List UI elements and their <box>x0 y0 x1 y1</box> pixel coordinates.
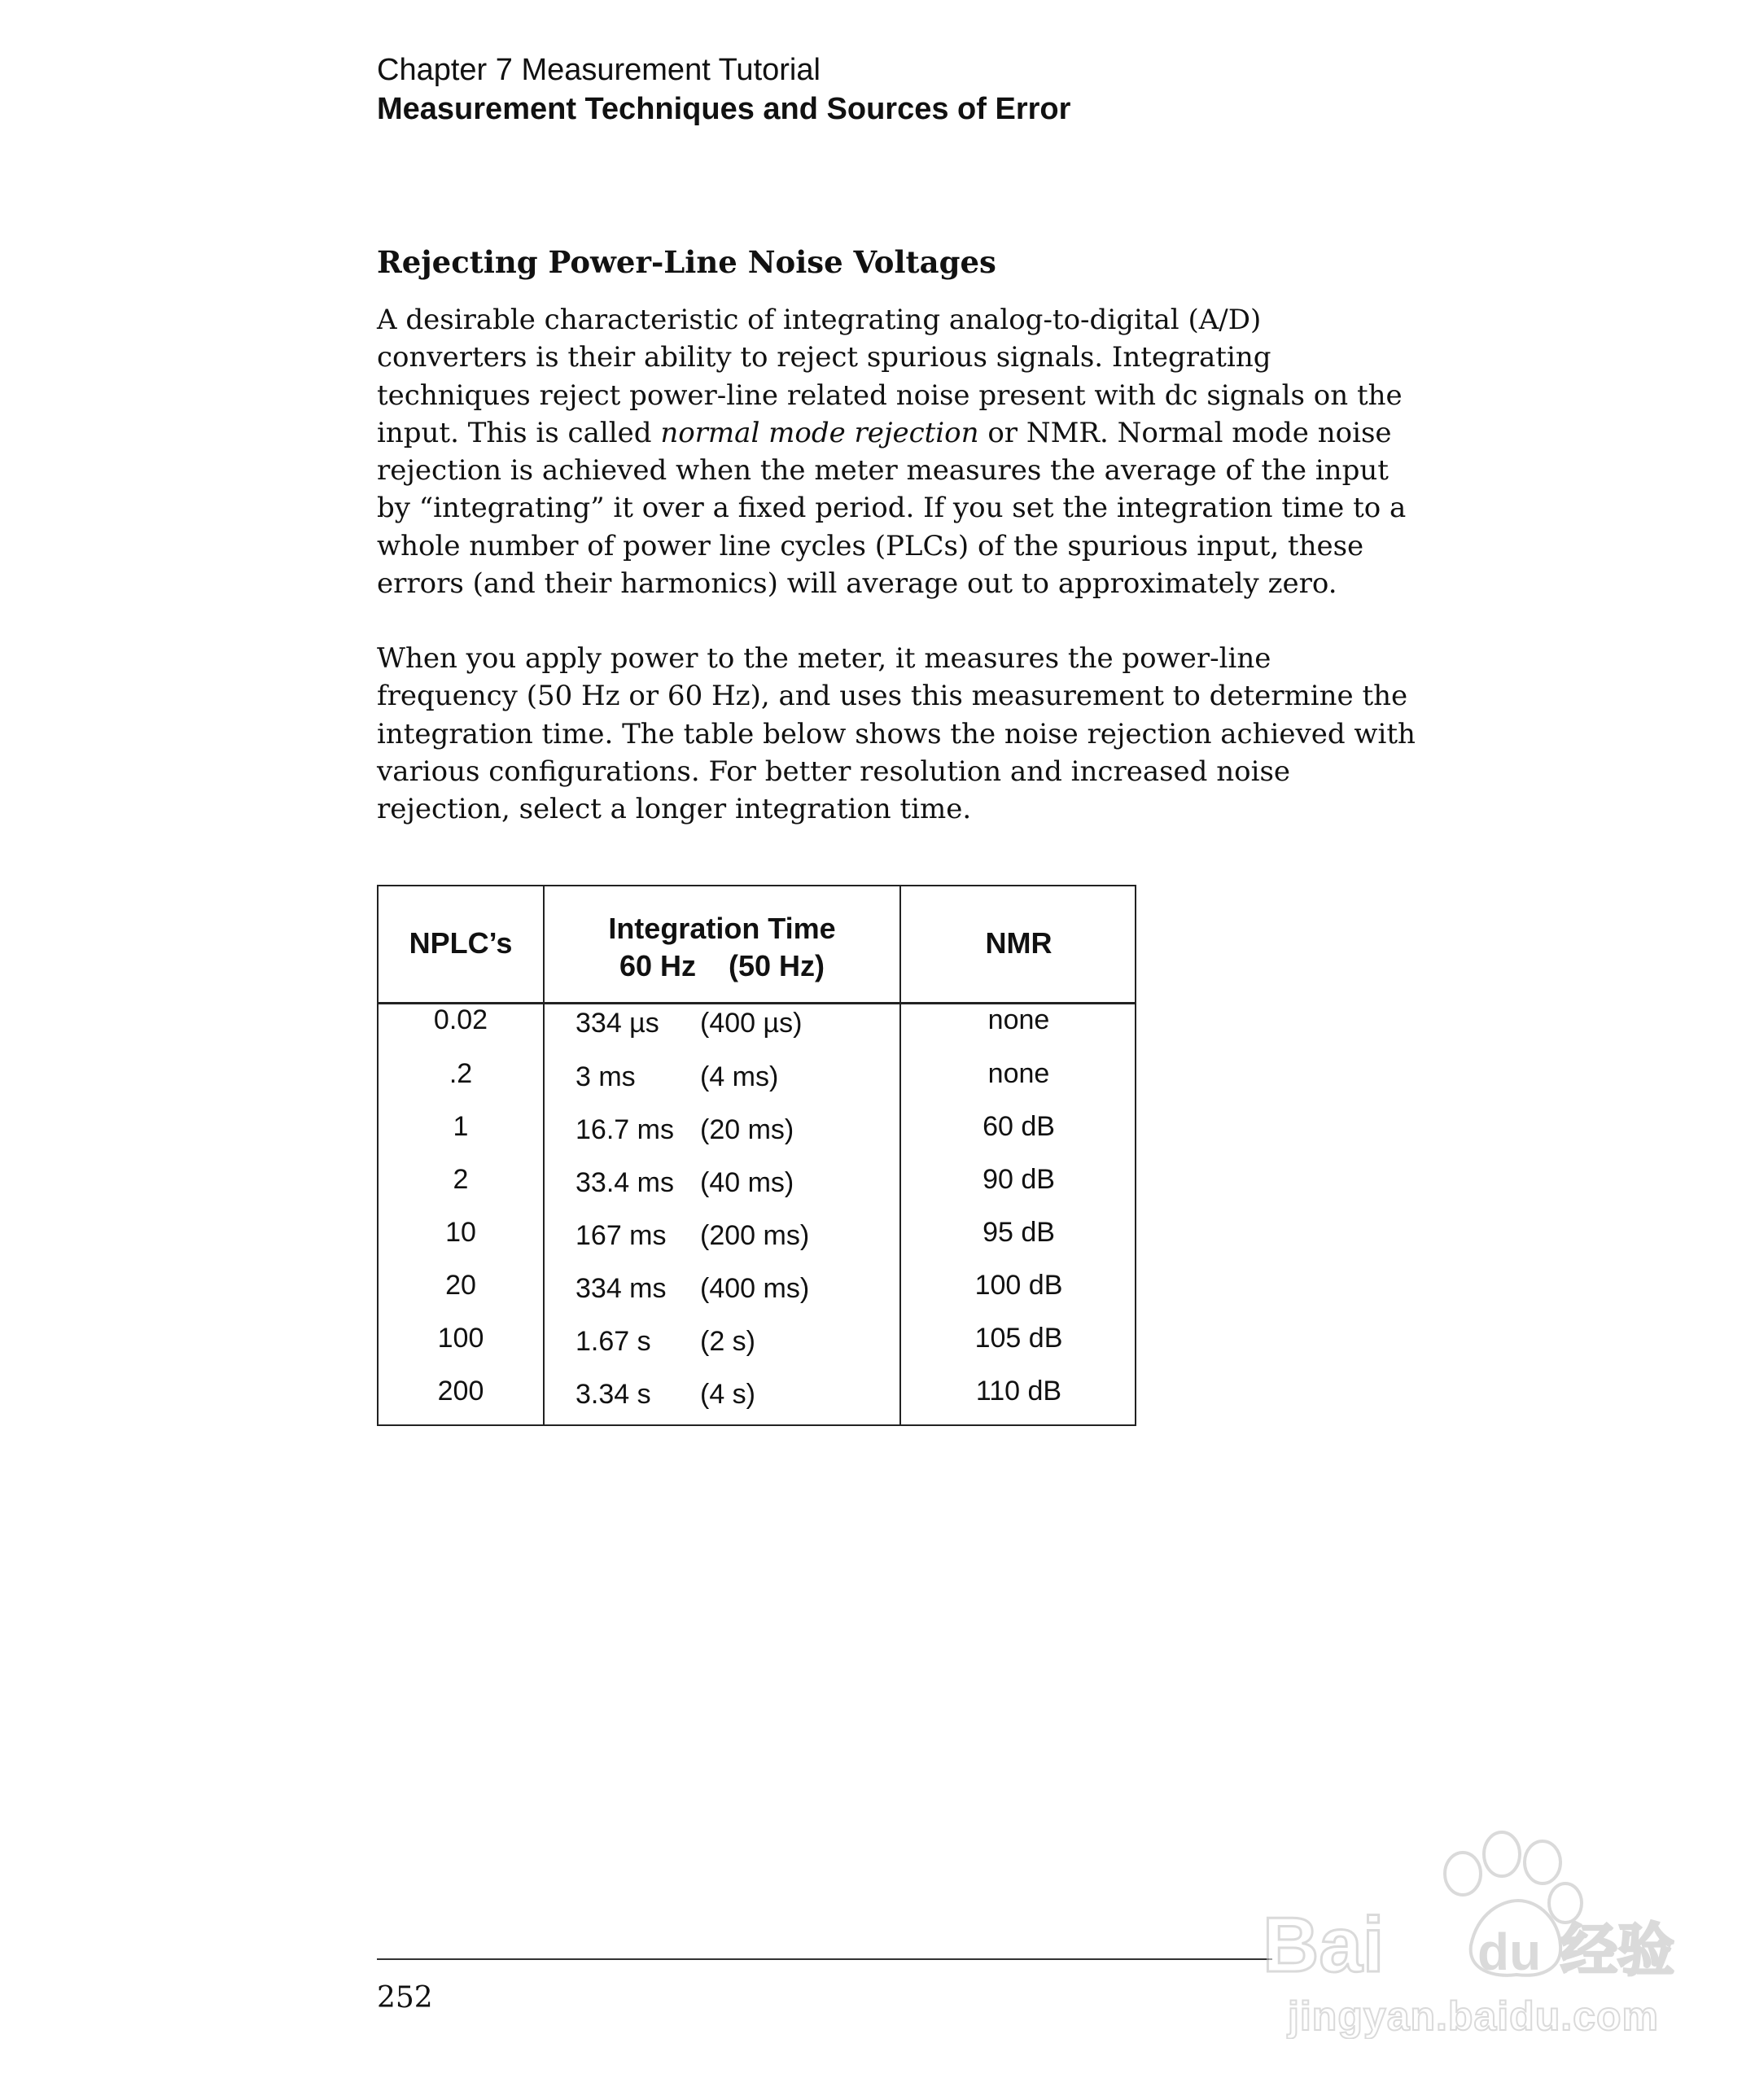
chapter-label: Chapter 7 Measurement Tutorial <box>377 53 821 87</box>
text-line: by “integrating” it over a fixed period. If you set the integration time to a <box>377 492 1407 525</box>
column-header-nmr: NMR <box>985 926 1053 960</box>
cell-time-60hz: 334 ms <box>576 1273 667 1304</box>
nplc-table <box>377 885 1136 1426</box>
cell-nplc: 200 <box>437 1376 484 1407</box>
integration-time-label: Integration Time <box>608 912 836 945</box>
cell-nplc: 0.02 <box>433 1004 488 1035</box>
cell-time-50hz: (400 ms) <box>700 1273 810 1304</box>
table-row <box>379 1323 1135 1376</box>
cell-nplc: 2 <box>453 1164 469 1195</box>
table-row <box>379 1376 1135 1428</box>
frequency-subheaders <box>545 947 899 985</box>
cell-nmr: 60 dB <box>983 1111 1055 1142</box>
cell-time-60hz: 167 ms <box>576 1220 667 1251</box>
table-row <box>379 1111 1135 1164</box>
text-fragment: input. This is called <box>377 416 661 449</box>
cell-time-60hz: 334 µs <box>576 1008 659 1039</box>
text-line: converters is their ability to reject spurious signals. Integrating <box>377 341 1271 374</box>
cell-nmr: 95 dB <box>983 1217 1055 1248</box>
cell-time-50hz: (400 µs) <box>700 1008 803 1039</box>
paragraph-nmr <box>377 301 1516 602</box>
cell-time-50hz: (4 ms) <box>700 1061 779 1092</box>
text-line: rejection is achieved when the meter measures the average of the input <box>377 454 1389 488</box>
text-line: techniques reject power-line related noise present with dc signals on the <box>377 378 1403 412</box>
cell-time-50hz: (40 ms) <box>700 1167 794 1198</box>
cell-time-60hz: 3 ms <box>576 1061 636 1092</box>
footer-rule <box>377 1958 1272 1960</box>
cell-nmr: 110 dB <box>975 1376 1062 1407</box>
table-row <box>379 1164 1135 1217</box>
section-title: Measurement Techniques and Sources of Error <box>377 92 1071 126</box>
table-row <box>379 1217 1135 1270</box>
cell-nmr: none <box>987 1058 1050 1089</box>
cell-time-50hz: (20 ms) <box>700 1114 794 1145</box>
text-line: rejection, select a longer integration time. <box>377 793 972 826</box>
cell-time-50hz: (2 s) <box>700 1326 755 1357</box>
cell-nplc: 10 <box>445 1217 476 1248</box>
baidu-paw-logo <box>1258 1823 1681 2002</box>
table-row <box>379 1058 1135 1111</box>
text-line: whole number of power line cycles (PLCs) of the spurious input, these <box>377 529 1364 562</box>
text-fragment: or NMR. Normal mode noise <box>978 416 1392 449</box>
table-row <box>379 1270 1135 1323</box>
cell-time-60hz: 16.7 ms <box>576 1114 674 1145</box>
cell-time-60hz: 33.4 ms <box>576 1167 674 1198</box>
page-heading: Rejecting Power-Line Noise Voltages <box>377 244 996 280</box>
svg-text:du: du <box>1477 1923 1542 1981</box>
text-line: errors (and their harmonics) will average out to approximately zero. <box>377 567 1337 601</box>
cell-nmr: none <box>987 1004 1050 1035</box>
cell-time-50hz: (200 ms) <box>700 1220 810 1251</box>
page-number: 252 <box>377 1981 433 2015</box>
cell-time-60hz: 1.67 s <box>576 1326 651 1357</box>
svg-text:经验: 经验 <box>1560 1917 1674 1984</box>
subheader-50hz: (50 Hz) <box>729 949 825 982</box>
column-header-integration-time <box>545 910 899 985</box>
cell-nmr: 90 dB <box>983 1164 1055 1195</box>
text-line: integration time. The table below shows the noise rejection achieved with <box>377 717 1416 750</box>
cell-nplc: .2 <box>449 1058 473 1089</box>
cell-nplc: 20 <box>445 1270 476 1301</box>
svg-text:Bai: Bai <box>1263 1901 1385 1988</box>
text-line: frequency (50 Hz or 60 Hz), and uses this measurement to determine the <box>377 680 1408 713</box>
column-header-nplc: NPLC’s <box>409 926 513 960</box>
emphasis-term: normal mode rejection <box>660 416 979 449</box>
subheader-60hz: 60 Hz <box>619 949 696 982</box>
running-header <box>377 50 1070 129</box>
table-row <box>379 1004 1135 1057</box>
text-line: When you apply power to the meter, it measures the power-line <box>377 642 1271 675</box>
cell-time-50hz: (4 s) <box>700 1379 755 1410</box>
watermark-url: jingyan.baidu.com <box>1288 1993 1659 2039</box>
cell-nmr: 105 dB <box>974 1323 1063 1354</box>
text-line <box>377 414 1516 452</box>
text-line: A desirable characteristic of integrating analog-to-digital (A/D) <box>377 304 1262 336</box>
text-line: various configurations. For better resolution and increased noise <box>377 755 1291 788</box>
cell-nmr: 100 dB <box>974 1270 1063 1301</box>
paragraph-power-line <box>377 640 1516 828</box>
cell-time-60hz: 3.34 s <box>576 1379 651 1410</box>
cell-nplc: 100 <box>437 1323 484 1354</box>
cell-nplc: 1 <box>453 1111 469 1142</box>
baidu-watermark <box>1258 1823 1681 2067</box>
